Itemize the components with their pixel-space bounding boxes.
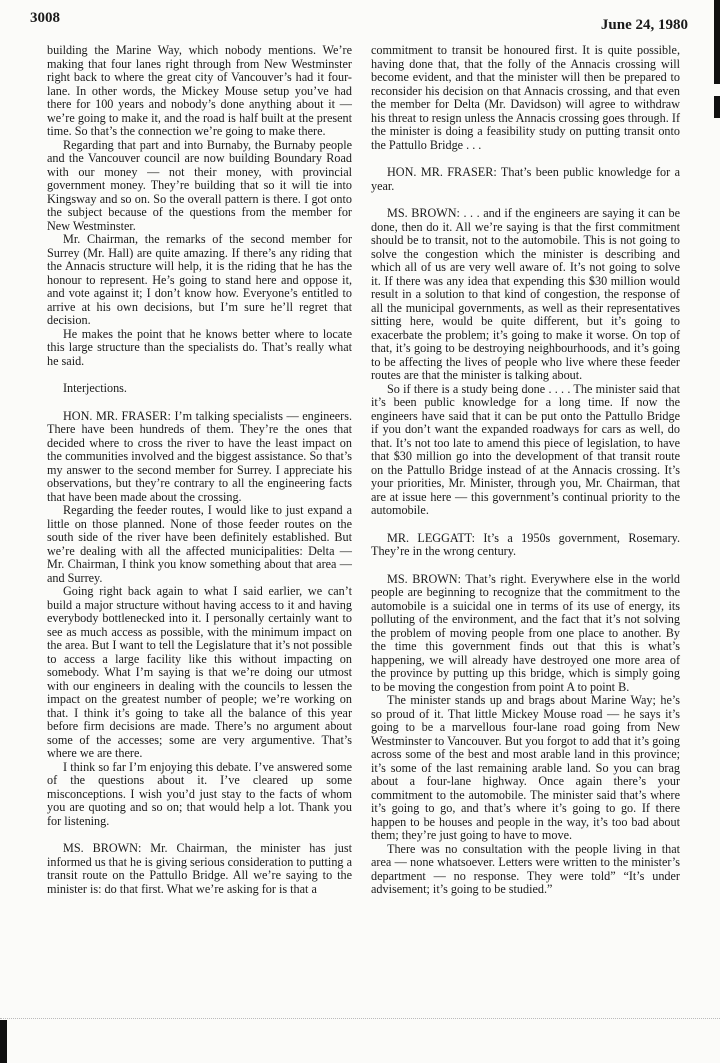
edge-mark-middle — [714, 96, 720, 118]
paragraph: MS. BROWN: . . . and if the engineers are saying it can be done, then do it. All we’re saying is that the first commitment should be to transit, not to the automobile. This is not going to solve the congestion which the minister is describing and which all of us are very well aware of. It’s not going to solve it. If there was any idea that expending this $30 million would result in a solution to that kind of congestion, the response of all the municipal governments, as well as their representatives sitting here, would be quite different, but it’s going to exacerbate the problem; it’s going to make it worse. On top of that, it’s going to be destroying neighbourhoods, and it’s going to be affecting the lives of people who live where these feeder routes are that the minister is talking about. — [371, 206, 680, 382]
paragraph: MR. LEGGATT: It’s a 1950s government, Rosemary. They’re in the wrong century. — [371, 530, 680, 558]
paragraph: commitment to transit be honoured first. It is quite possible, having done that, that the folly of the Annacis crossing will become evident, and that the minister will then be prepared to reconsider his decision on that Annacis crossing, and that even the member for Delta (Mr. Davidson) will agree to withdraw his threat to resign unless the Annacis crossing goes through. If the minister is doing a feasibility study on putting transit onto the Pattullo Bridge . . . — [371, 43, 680, 152]
paragraph: Regarding that part and into Burnaby, the Burnaby people and the Vancouver council are now building Boundary Road with our money — not their money, with provincial government money. They’re building that so it will tie into Kingsway and so on. So the overall pattern is there. I got onto the subject because of the questions from the member for New Westminster. — [47, 137, 352, 233]
paragraph: MS. BROWN: Mr. Chairman, the minister has just informed us that he is giving serious consideration to putting a transit route on the Pattullo Bridge. All we’re saying to the minister is: do that first. What we’re asking for is that a — [47, 841, 352, 896]
edge-mark-top — [714, 0, 720, 84]
paragraph: HON. MR. FRASER: I’m talking specialists — engineers. There have been hundreds of them. They’re the ones that decided where to cross the river to have the least impact on the communities involved and the biggest assistance. So that’s my answer to the second member for Surrey. I appreciate his observations, but they’re contrary to all the engineering facts that have been made about the crossing. — [47, 408, 352, 504]
paragraph: So if there is a study being done . . . . The minister said that it’s been public knowledge for a long time. If now the engineers have said that it can be put onto the Pattullo Bridge if you don’t want the expanded roadways for cars as well, do that. It’s not too late to amend this piece of legislation, to have that $30 million go into the development of that transit route on the Pattullo Bridge instead of at the Annacis crossing. It’s your priorities, Mr. Minister, through you, Mr. Chairman, that are at issue here — this government’s continual priority to the automobile. — [371, 381, 680, 517]
paragraph: building the Marine Way, which nobody mentions. We’re making that four lanes right through from New Westminster right back to where the great city of Vancouver’s had it four-lane. In other words, the Mickey Mouse setup you’ve had there for 100 years and nobody’s done anything about it — we’re going to make it, and the road is half built at the present time. So that’s the connection we’re going to make there. — [47, 43, 352, 138]
left-column — [47, 44, 352, 896]
footer-divider — [0, 1018, 720, 1019]
paragraph: The minister stands up and brags about Marine Way; he’s so proud of it. That little Mickey Mouse road — he says it’s going to be a marvellous four-lane road going from New Westminster to Vancouver. But you forgot to add that it’s going across some of the best and most arable land in this province; it’s some of the last remaining arable land. So you can brag about a four-lane highway. Once again there’s your commitment to the automobile. The minister said that’s where it’s going to go, and that’s where it’s going to go. If there happen to be houses and people in the way, it’s too bad about them; they’re just going to have to move. — [371, 693, 680, 842]
paragraph: Interjections. — [63, 381, 127, 395]
paragraph: MS. BROWN: That’s right. Everywhere else in the world people are beginning to recognize that the commitment to the automobile is a suicidal one in terms of its use of energy, its polluting of the environment, and the fact that it’s not solving the problem of moving people from one place to another. By the time this government finds out that this is what’s happening, we will already have destroyed one more area of the province by putting up this bridge, which is simply going to be moving the congestion from point A to point B. — [371, 571, 680, 694]
right-column — [371, 44, 680, 897]
page-date: June 24, 1980 — [600, 17, 688, 33]
paragraph: He makes the point that he knows better where to locate this large structure than the specialists do. That’s really what he said. — [47, 326, 352, 368]
paragraph: There was no consultation with the people living in that area — none whatsoever. Letters were written to the minister’s department — no response. They were told” “It’s under advisement; it’s going to be studied.” — [371, 841, 680, 896]
paragraph: HON. MR. FRASER: That’s been public knowledge for a year. — [371, 165, 680, 193]
edge-mark-bottom — [0, 1020, 7, 1063]
paragraph: Going right back again to what I said earlier, we can’t build a major structure without having access to it and having everybody bottlenecked into it. I personally certainly want to see as much access as possible, with the minimum impact on the area. But I want to tell the Legislature that it’s not possible to access a large facility like this without impacting on somebody. What I’m saying is that we’re doing our utmost with our engineers in dealing with the councils to lessen the impact on the greatest number of people; we’re working on that. I think it’s going to take all the balance of this year before firm decisions are made. There’s no argument about some of the accesses; some are very argumentive. That’s where we are there. — [47, 584, 352, 760]
page-number: 3008 — [30, 10, 60, 26]
paragraph: Regarding the feeder routes, I would like to just expand a little on those planned. None of those feeder routes on the south side of the river have been definitely established. But we’re dealing with all the affected municipalities: Delta — Mr. Chairman, I think you know something about that area — and Surrey. — [47, 503, 352, 585]
paragraph: I think so far I’m enjoying this debate. I’ve answered some of the questions about it. I’ve cleared up some misconceptions. I wish you’d just stay to the facts of whom you are quoting and so on; that would help a lot. Thank you for listening. — [47, 759, 352, 828]
paragraph: Mr. Chairman, the remarks of the second member for Surrey (Mr. Hall) are quite amazing. If there’s any riding that the Annacis structure will help, it is the riding that he has the honour to represent. He’s going to stand here and oppose it, and vote against it; I don’t know how. Everyone’s entitled to arrive at his own decisions, but I’m sure he’ll regret that decision. — [47, 232, 352, 327]
